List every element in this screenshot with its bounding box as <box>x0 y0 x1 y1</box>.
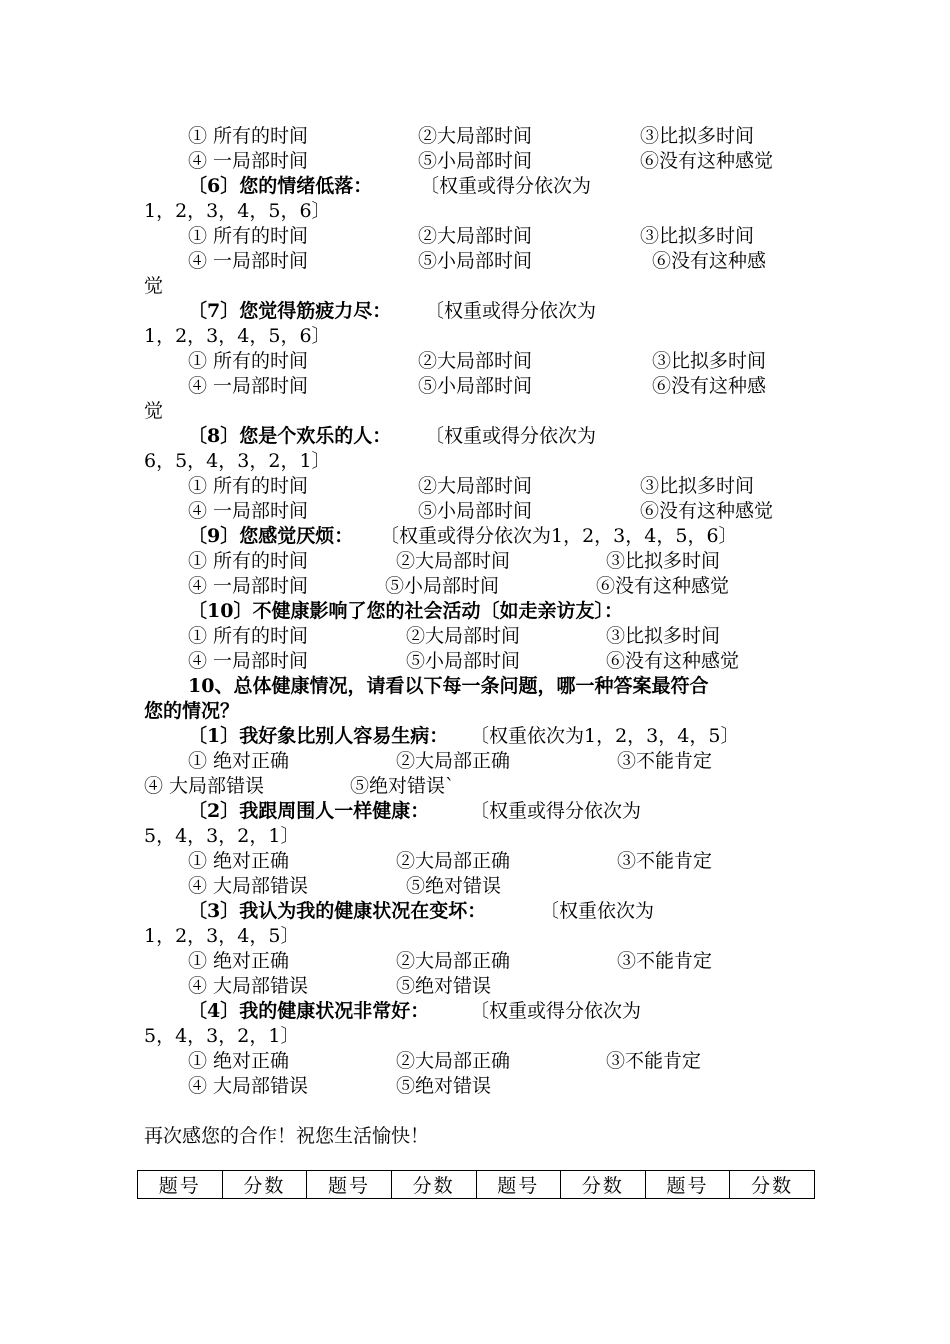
option: ⑤绝对错误 <box>396 1075 492 1097</box>
table-row <box>138 1171 815 1199</box>
question-weight-values: 5，4，3，2，1〕 <box>144 1025 300 1047</box>
question-weight: 〔权重依次为 <box>540 900 655 922</box>
question-weight: 〔权重依次为1，2，3，4，5〕 <box>470 725 740 747</box>
option: ⑤小局部时间 <box>418 150 533 172</box>
option: ④ 一局部时间 <box>188 150 309 172</box>
option: ① 所有的时间 <box>188 350 309 372</box>
question-title: 〔10〕不健康影响了您的社会活动〔如走亲访友〕： <box>188 600 623 622</box>
option: ④ 一局部时间 <box>188 575 309 597</box>
option: ③不能肯定 <box>617 950 713 972</box>
question-title: 〔2〕我跟周围人一样健康： <box>188 800 430 822</box>
option: ⑥没有这种感觉 <box>596 575 730 597</box>
option: ⑤绝对错误` <box>350 775 455 797</box>
option: ⑤小局部时间 <box>385 575 500 597</box>
score-table <box>137 1170 815 1199</box>
question-weight-values: 5，4，3，2，1〕 <box>144 825 300 847</box>
option: ④ 一局部时间 <box>188 375 309 397</box>
question-weight: 〔权重或得分依次为 <box>425 300 597 322</box>
option-wrap: 觉 <box>144 275 164 297</box>
option: ③比拟多时间 <box>606 625 721 647</box>
option: ②大局部正确 <box>396 750 511 772</box>
question-weight: 〔权重或得分依次为 <box>470 800 642 822</box>
question-weight: 〔权重或得分依次为 <box>420 175 592 197</box>
header-question-no: 题号 <box>307 1171 392 1199</box>
header-score: 分数 <box>561 1171 646 1199</box>
option: ① 所有的时间 <box>188 225 309 247</box>
question-title: 〔1〕我好象比别人容易生病： <box>188 725 449 747</box>
option: ③不能肯定 <box>617 750 713 772</box>
option: ③比拟多时间 <box>640 225 755 247</box>
option: ②大局部正确 <box>396 950 511 972</box>
option: ④ 大局部错误 <box>144 775 265 797</box>
question-weight-values: 1，2，3，4，5，6〕 <box>144 325 331 347</box>
question-title: 〔7〕您觉得筋疲力尽： <box>188 300 392 322</box>
question-title: 〔8〕您是个欢乐的人： <box>188 425 392 447</box>
option: ① 所有的时间 <box>188 550 309 572</box>
option: ③比拟多时间 <box>652 350 767 372</box>
option: ④ 大局部错误 <box>188 1075 309 1097</box>
option: ③比拟多时间 <box>606 550 721 572</box>
option: ⑤绝对错误 <box>396 975 492 997</box>
option: ③比拟多时间 <box>640 125 755 147</box>
question-title: 〔3〕我认为我的健康状况在变坏： <box>188 900 487 922</box>
option: ① 所有的时间 <box>188 625 309 647</box>
option: ③不能肯定 <box>617 850 713 872</box>
question-weight: 〔权重或得分依次为 <box>470 1000 642 1022</box>
header-score: 分数 <box>391 1171 476 1199</box>
option: ②大局部时间 <box>396 550 511 572</box>
option: ④ 大局部错误 <box>188 975 309 997</box>
option: ②大局部时间 <box>418 225 533 247</box>
option: ① 绝对正确 <box>188 950 290 972</box>
section-heading-wrap: 您的情况？ <box>144 700 240 722</box>
option: ① 所有的时间 <box>188 475 309 497</box>
question-weight-values: 1，2，3，4，5，6〕 <box>144 200 331 222</box>
option: ⑤绝对错误 <box>406 875 502 897</box>
option: ⑤小局部时间 <box>406 650 521 672</box>
question-title: 〔9〕您感觉厌烦： <box>188 525 354 547</box>
section-heading: 10、总体健康情况，请看以下每一条问题，哪一种答案最符合 <box>188 675 709 697</box>
option: ⑤小局部时间 <box>418 250 533 272</box>
option: ⑥没有这种感 <box>652 375 767 397</box>
question-weight: 〔权重或得分依次为 <box>425 425 597 447</box>
option: ① 绝对正确 <box>188 750 290 772</box>
option: ②大局部时间 <box>406 625 521 647</box>
option: ⑤小局部时间 <box>418 375 533 397</box>
closing-message: 再次感您的合作！祝您生活愉快！ <box>144 1125 430 1147</box>
question-weight-values: 1，2，3，4，5〕 <box>144 925 300 947</box>
option: ⑤小局部时间 <box>418 500 533 522</box>
header-question-no: 题号 <box>138 1171 223 1199</box>
option: ④ 一局部时间 <box>188 250 309 272</box>
option: ③比拟多时间 <box>640 475 755 497</box>
option: ⑥没有这种感觉 <box>606 650 740 672</box>
header-score: 分数 <box>222 1171 307 1199</box>
option: ②大局部时间 <box>418 475 533 497</box>
option: ②大局部时间 <box>418 350 533 372</box>
option: ⑥没有这种感觉 <box>640 150 774 172</box>
option: ④ 大局部错误 <box>188 875 309 897</box>
option: ②大局部正确 <box>396 1050 511 1072</box>
option: ④ 一局部时间 <box>188 650 309 672</box>
option: ③不能肯定 <box>606 1050 702 1072</box>
option-wrap: 觉 <box>144 400 164 422</box>
header-question-no: 题号 <box>645 1171 730 1199</box>
header-score: 分数 <box>730 1171 815 1199</box>
question-weight-values: 6，5，4，3，2，1〕 <box>144 450 331 472</box>
option: ① 所有的时间 <box>188 125 309 147</box>
option: ⑥没有这种感觉 <box>640 500 774 522</box>
question-title: 〔4〕我的健康状况非常好： <box>188 1000 430 1022</box>
header-question-no: 题号 <box>476 1171 561 1199</box>
option: ① 绝对正确 <box>188 1050 290 1072</box>
question-weight: 〔权重或得分依次为1，2，3，4，5，6〕 <box>380 525 738 547</box>
option: ① 绝对正确 <box>188 850 290 872</box>
option: ②大局部时间 <box>418 125 533 147</box>
option: ⑥没有这种感 <box>652 250 767 272</box>
option: ②大局部正确 <box>396 850 511 872</box>
option: ④ 一局部时间 <box>188 500 309 522</box>
question-title: 〔6〕您的情绪低落： <box>188 175 373 197</box>
